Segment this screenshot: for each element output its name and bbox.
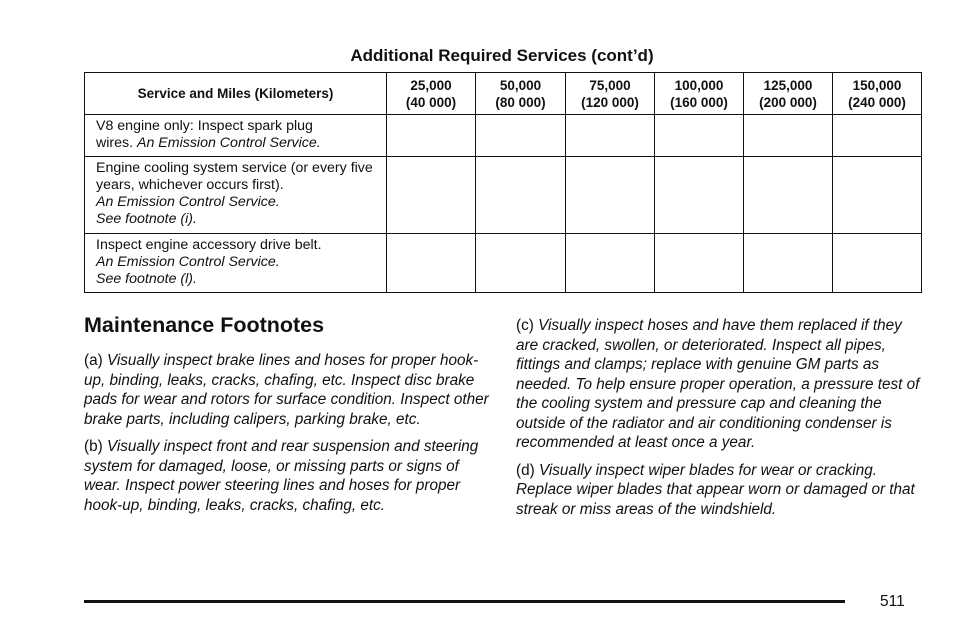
schedule-cell bbox=[387, 157, 476, 234]
services-table bbox=[84, 72, 922, 293]
schedule-cell bbox=[655, 115, 744, 157]
footnote-label: (c) bbox=[516, 317, 534, 334]
service-cell: Inspect engine accessory drive belt. An Emission Control Service. See footnote (l). bbox=[85, 234, 387, 293]
footnote-text: Visually inspect brake lines and hoses for proper hook-up, binding, leaks, cracks, chafing, etc. Inspect disc brake pads for wear and rotors for surface condition. Inspect other brake parts, including calipers, parking brake, etc. bbox=[84, 352, 489, 428]
footnote-label: (d) bbox=[516, 461, 535, 479]
footnote-text: Visually inspect front and rear suspension and steering system for damaged, loose, or missing parts or signs of wear. Inspect power steering lines and hoses for proper hook-up, binding, leaks, cracks, chafing, etc. bbox=[84, 438, 479, 514]
schedule-cell bbox=[833, 115, 922, 157]
page-number: 511 bbox=[880, 593, 905, 610]
schedule-cell bbox=[566, 157, 655, 234]
schedule-cell bbox=[833, 157, 922, 234]
table-row bbox=[85, 234, 922, 293]
table-title: Additional Required Services (cont’d) bbox=[350, 46, 654, 65]
footnote-item bbox=[516, 316, 926, 453]
mileage-column-header: 150,000 (240 000) bbox=[833, 73, 922, 115]
footnotes-left-column bbox=[84, 351, 494, 523]
schedule-cell bbox=[744, 157, 833, 234]
schedule-cell bbox=[655, 157, 744, 234]
schedule-cell bbox=[833, 234, 922, 293]
footnote-item bbox=[84, 437, 494, 515]
schedule-cell bbox=[744, 115, 833, 157]
footnotes-right-column bbox=[516, 316, 926, 527]
schedule-cell bbox=[744, 234, 833, 293]
footnote-label: (a) bbox=[84, 352, 103, 369]
mileage-column-header: 75,000 (120 000) bbox=[566, 73, 655, 115]
mileage-column-header: 25,000 (40 000) bbox=[387, 73, 476, 115]
schedule-cell bbox=[655, 234, 744, 293]
schedule-cell bbox=[476, 115, 566, 157]
mileage-column-header: 100,000 (160 000) bbox=[655, 73, 744, 115]
table-row bbox=[85, 115, 922, 157]
schedule-cell bbox=[476, 234, 566, 293]
mileage-column-header: 125,000 (200 000) bbox=[744, 73, 833, 115]
footnote-text: Visually inspect hoses and have them replaced if they are cracked, swollen, or deteriorated. Inspect all pipes, fittings and clamps; replace with genuine GM parts as needed. To help ensure proper operation, a pressure test of the cooling system and pressure cap and cleaning the outside of the radiator and air conditioning condenser is recommended at least once a year. bbox=[516, 317, 920, 451]
mileage-column-header: 50,000 (80 000) bbox=[476, 73, 566, 115]
service-column-header: Service and Miles (Kilometers) bbox=[85, 73, 387, 115]
schedule-cell bbox=[387, 115, 476, 157]
service-cell: V8 engine only: Inspect spark plug wires. An Emission Control Service. bbox=[85, 115, 387, 157]
service-cell: Engine cooling system service (or every five years, whichever occurs first). An Emission Control Service. See footnote (i). bbox=[85, 157, 387, 234]
schedule-cell bbox=[476, 157, 566, 234]
footer-rule bbox=[84, 600, 845, 603]
schedule-cell bbox=[387, 234, 476, 293]
footnote-label: (b) bbox=[84, 438, 103, 455]
footnotes-heading: Maintenance Footnotes bbox=[84, 313, 325, 337]
footnote-item bbox=[84, 351, 494, 429]
table-row bbox=[85, 157, 922, 234]
schedule-cell bbox=[566, 234, 655, 293]
footnote-item bbox=[516, 461, 926, 520]
schedule-cell bbox=[566, 115, 655, 157]
footnote-text: Visually inspect wiper blades for wear or cracking. Replace wiper blades that appear worn or damaged or that streak or miss areas of the windshield. bbox=[516, 461, 915, 518]
table-header-row bbox=[85, 73, 922, 115]
